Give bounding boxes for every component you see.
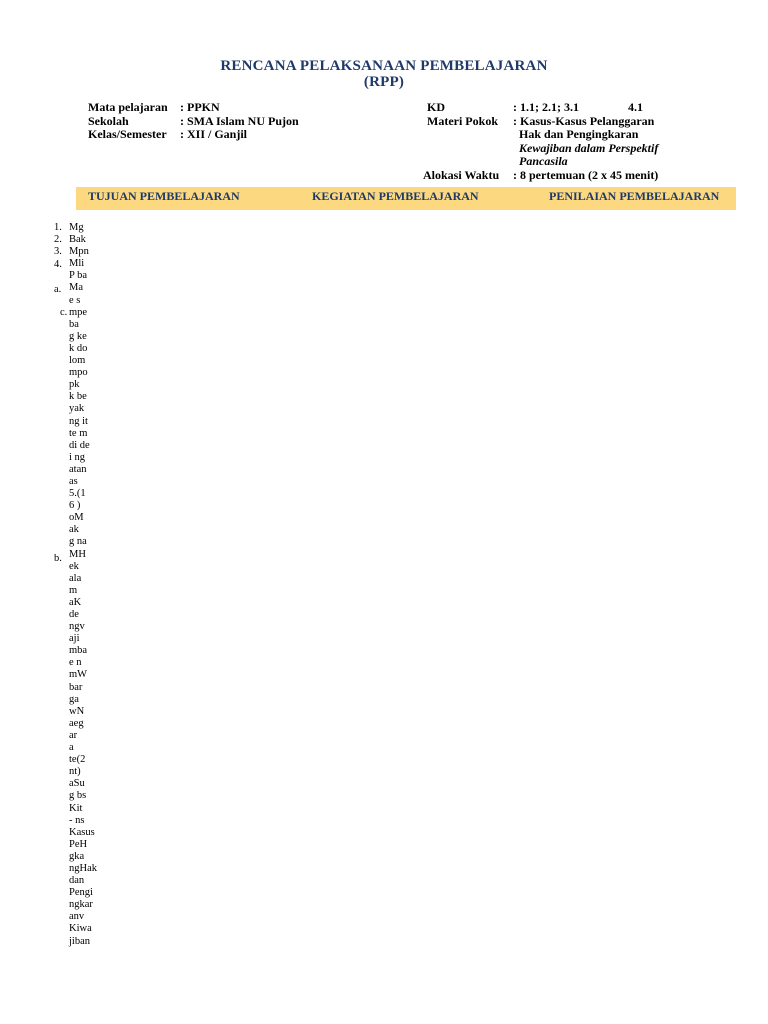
identity-label: Kelas/Semester	[88, 127, 167, 141]
identity-value: : SMA Islam NU Pujon	[180, 113, 299, 128]
list-marker: b.	[54, 553, 62, 564]
text-fragment: Kiwa	[69, 923, 92, 935]
identity-value: : PPKN	[180, 100, 220, 114]
identity-row-class	[88, 128, 299, 142]
identity-row-materi-cont	[427, 128, 658, 142]
identity-row-materi-cont	[427, 155, 658, 169]
alokasi-label: Alokasi Waktu	[423, 167, 500, 182]
identity-row-school	[88, 115, 299, 129]
text-fragment: Ma	[69, 282, 83, 294]
text-fragment: 6 )	[69, 500, 81, 512]
list-marker: c.	[60, 307, 68, 318]
text-fragment: ala	[69, 572, 82, 584]
text-fragment: te(2	[69, 754, 86, 766]
text-fragment: jiban	[69, 935, 90, 947]
text-fragment: bar	[69, 681, 83, 693]
text-fragment: MH	[69, 548, 86, 560]
text-fragment: mba	[69, 645, 88, 657]
text-fragment: ar	[69, 729, 78, 741]
text-fragment: aSu	[69, 778, 85, 790]
document-subtitle: (RPP)	[363, 74, 405, 90]
text-fragment: PeH	[69, 838, 88, 850]
table-header-banner	[76, 187, 736, 210]
identity-row-alokasi	[423, 169, 658, 183]
text-fragment: mW	[69, 669, 88, 681]
text-fragment: ga	[69, 693, 79, 705]
text-fragment: g bs	[69, 790, 87, 802]
text-fragment: aK	[69, 596, 82, 608]
identity-value: : XII / Ganjil	[180, 127, 248, 141]
alokasi-value: : 8 pertemuan (2 x 45 menit)	[513, 167, 659, 182]
document-title: RENCANA PELAKSANAAN PEMBELAJARAN	[220, 58, 548, 74]
text-fragment: e n	[69, 657, 82, 669]
tujuan-column-text	[69, 222, 105, 948]
spacer	[427, 142, 513, 156]
text-fragment: wN	[69, 705, 85, 717]
text-fragment: Kit	[69, 802, 83, 814]
materi-line: Hak dan Pengingkaran	[519, 127, 639, 141]
text-fragment: oM	[69, 512, 84, 524]
text-fragment: Kasus	[69, 826, 95, 838]
text-fragment: ngkar	[69, 899, 93, 911]
identity-row-kd	[427, 101, 658, 115]
text-fragment: ngv	[69, 621, 85, 633]
text-fragment: k be	[69, 391, 87, 403]
list-marker: 4.	[54, 259, 62, 270]
identity-left-block	[88, 101, 299, 142]
header-tujuan: TUJUAN PEMBELAJARAN	[88, 189, 240, 203]
text-fragment: ngHak	[69, 862, 97, 874]
spacer	[427, 155, 513, 169]
text-fragment: - ns	[69, 814, 85, 826]
text-fragment: Pengi	[69, 887, 93, 899]
materi-line: : Kasus-Kasus Pelanggaran	[513, 113, 655, 128]
text-fragment: yak	[69, 403, 85, 415]
materi-line: Kewajiban dalam Perspektif	[519, 140, 659, 155]
identity-row-subject	[88, 101, 299, 115]
text-fragment: nt)	[69, 766, 81, 778]
text-fragment: mpo	[69, 367, 88, 379]
text-fragment: ng it	[69, 415, 88, 427]
list-marker: 3.	[54, 246, 62, 257]
text-fragment: i ng	[69, 451, 86, 463]
text-fragment: aji	[69, 633, 80, 645]
identity-right-block	[423, 100, 659, 182]
text-fragment: dan	[69, 875, 85, 887]
header-kegiatan: KEGIATAN PEMBELAJARAN	[312, 189, 479, 203]
text-fragment: pk	[69, 379, 80, 391]
identity-row-materi-cont	[427, 142, 658, 156]
text-fragment: as	[69, 475, 78, 487]
header-penilaian: PENILAIAN PEMBELAJARAN	[549, 189, 720, 203]
kd-extra: 4.1	[628, 100, 643, 114]
text-fragment: te m	[69, 427, 88, 439]
text-fragment: g na	[69, 536, 87, 548]
text-fragment: a	[69, 742, 74, 754]
materi-label: Materi Pokok	[427, 113, 498, 128]
kd-label: KD	[427, 100, 445, 114]
text-fragment: de	[69, 609, 79, 620]
text-fragment: g ke	[69, 330, 87, 342]
text-fragment: atan	[69, 463, 87, 475]
kd-value: : 1.1; 2.1; 3.1	[513, 100, 579, 114]
list-marker: 1.	[54, 222, 62, 233]
identity-row-materi	[427, 115, 658, 129]
list-marker: a.	[54, 284, 62, 295]
text-fragment: P ba	[69, 270, 87, 282]
text-fragment: mpe	[69, 306, 88, 318]
text-fragment: Bak	[69, 234, 86, 246]
text-fragment: ak	[69, 524, 79, 536]
identity-label: Mata pelajaran	[88, 100, 168, 114]
text-fragment: di de	[69, 439, 90, 451]
text-fragment: anv	[69, 911, 85, 923]
text-fragment: m	[69, 584, 78, 596]
text-fragment: Mpn	[69, 246, 89, 258]
text-fragment: e s	[69, 294, 81, 306]
text-fragment: lom	[69, 355, 86, 367]
text-fragment: ba	[69, 318, 79, 330]
list-marker: 2.	[54, 234, 62, 245]
text-fragment: ek	[69, 560, 79, 572]
spacer	[427, 128, 513, 142]
materi-line: Pancasila	[519, 154, 568, 168]
text-fragment: k do	[69, 342, 88, 354]
text-fragment: aeg	[69, 717, 84, 729]
text-fragment: gka	[69, 850, 85, 862]
text-fragment: 5.(1	[69, 488, 86, 500]
text-fragment: Mli	[69, 258, 85, 270]
identity-label: Sekolah	[88, 113, 129, 128]
text-fragment: Mg	[69, 222, 84, 233]
